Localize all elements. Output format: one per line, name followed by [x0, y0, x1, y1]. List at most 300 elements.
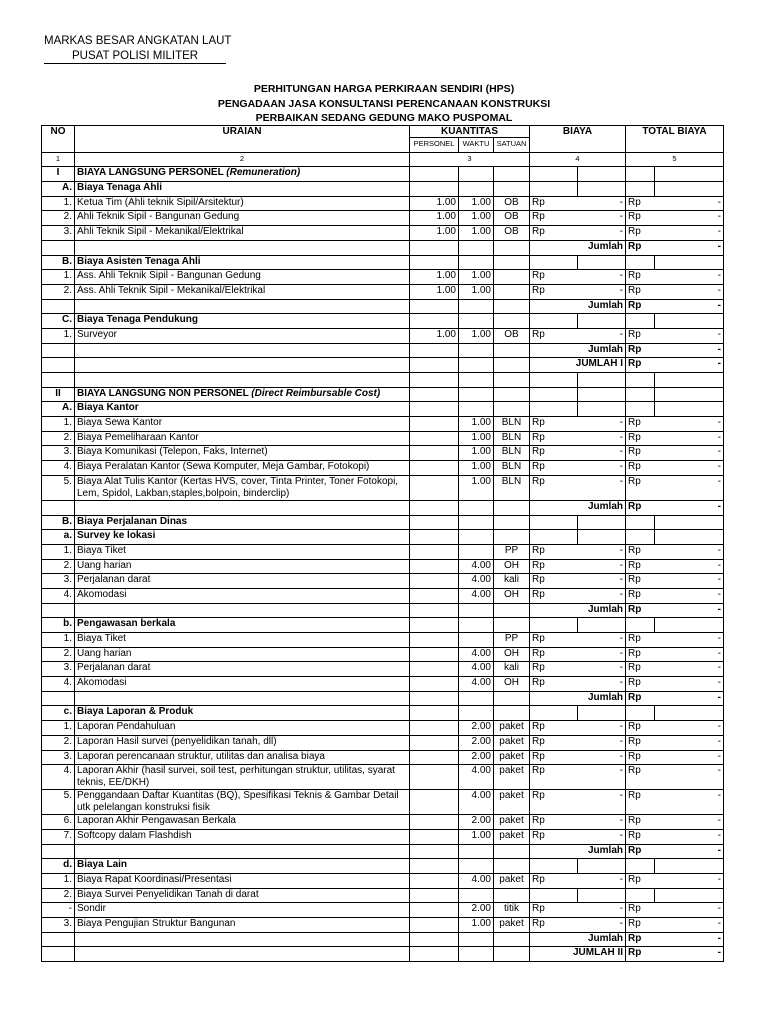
subtotal-label: Jumlah	[530, 603, 626, 618]
empty-cell	[530, 706, 578, 721]
qty-personel: 1.00	[410, 211, 459, 226]
total-currency: Rp	[626, 903, 655, 918]
total-amount: -	[655, 765, 724, 790]
empty-cell	[459, 299, 494, 314]
subtotal-label: Jumlah	[530, 691, 626, 706]
header-waktu: WAKTU	[459, 138, 494, 153]
total-amount: -	[655, 475, 724, 500]
qty-waktu: 4.00	[459, 574, 494, 589]
header-personel: PERSONEL	[410, 138, 459, 153]
row-number: 3.	[42, 446, 75, 461]
total-currency: Rp	[626, 790, 655, 815]
empty-cell	[410, 167, 459, 182]
empty-cell	[626, 373, 655, 388]
qty-personel	[410, 829, 459, 844]
cost-currency: Rp	[530, 270, 578, 285]
qty-waktu: 1.00	[459, 829, 494, 844]
empty-cell	[42, 358, 75, 373]
total-currency: Rp	[626, 461, 655, 476]
empty-cell	[75, 343, 410, 358]
empty-cell	[626, 402, 655, 417]
row-number: 1.	[42, 328, 75, 343]
item-label: Ketua Tim (Ahli teknik Sipil/Arsitektur)	[75, 196, 410, 211]
total-amount: -	[655, 417, 724, 432]
total-currency: Rp	[626, 750, 655, 765]
item-row	[42, 647, 724, 662]
org-underline	[44, 63, 226, 64]
cost-currency: Rp	[530, 815, 578, 830]
total-currency: Rp	[626, 735, 655, 750]
empty-cell	[530, 530, 578, 545]
item-row	[42, 765, 724, 790]
cost-currency: Rp	[530, 417, 578, 432]
qty-personel: 1.00	[410, 328, 459, 343]
empty-cell	[410, 932, 459, 947]
cost-currency: Rp	[530, 647, 578, 662]
item-label: Biaya Rapat Koordinasi/Presentasi	[75, 873, 410, 888]
row-number: 1.	[42, 270, 75, 285]
empty-cell	[530, 182, 578, 197]
total-currency: Rp	[626, 633, 655, 648]
item-label: Biaya Survei Penyelidikan Tanah di darat	[75, 888, 410, 903]
empty-cell	[494, 618, 530, 633]
empty-cell	[578, 402, 626, 417]
total-currency: Rp	[626, 829, 655, 844]
empty-cell	[530, 167, 578, 182]
section-title: BIAYA LANGSUNG NON PERSONEL	[77, 387, 252, 399]
total-amount: -	[655, 790, 724, 815]
section-row	[42, 387, 724, 402]
cost-amount: -	[578, 196, 626, 211]
qty-personel	[410, 662, 459, 677]
cost-amount: -	[578, 647, 626, 662]
empty-cell	[42, 844, 75, 859]
empty-cell	[459, 859, 494, 874]
cost-currency: Rp	[530, 677, 578, 692]
total-amount: -	[655, 844, 724, 859]
qty-satuan: kali	[494, 574, 530, 589]
group-label: Survey ke lokasi	[75, 530, 410, 545]
qty-personel: 1.00	[410, 226, 459, 241]
cost-amount: -	[578, 633, 626, 648]
row-number: 6.	[42, 815, 75, 830]
item-row	[42, 559, 724, 574]
cost-amount: -	[578, 662, 626, 677]
empty-cell	[410, 343, 459, 358]
total-currency: Rp	[626, 343, 655, 358]
item-label: Akomodasi	[75, 677, 410, 692]
org-name-line1: MARKAS BESAR ANGKATAN LAUT	[44, 35, 232, 47]
empty-cell	[459, 515, 494, 530]
item-row	[42, 417, 724, 432]
item-label: Biaya Pemeliharaan Kantor	[75, 431, 410, 446]
total-currency: Rp	[626, 559, 655, 574]
group-row	[42, 402, 724, 417]
empty-cell	[494, 358, 530, 373]
total-amount: -	[655, 603, 724, 618]
item-label: Sondir	[75, 903, 410, 918]
qty-satuan: paket	[494, 735, 530, 750]
section-title: BIAYA LANGSUNG PERSONEL	[77, 167, 227, 179]
qty-waktu	[459, 633, 494, 648]
total-currency: Rp	[626, 299, 655, 314]
col-number-1: 1	[42, 152, 75, 167]
empty-cell	[494, 373, 530, 388]
group-label: Biaya Tenaga Ahli	[75, 182, 410, 197]
empty-cell	[626, 888, 655, 903]
group-row	[42, 182, 724, 197]
empty-cell	[655, 706, 724, 721]
item-row	[42, 270, 724, 285]
total-currency: Rp	[626, 270, 655, 285]
item-label: Laporan Pendahuluan	[75, 721, 410, 736]
item-row	[42, 888, 724, 903]
row-number: 7.	[42, 829, 75, 844]
row-number: 1.	[42, 544, 75, 559]
item-label: Laporan perencanaan struktur, utilitas dan analisa biaya	[75, 750, 410, 765]
empty-cell	[459, 402, 494, 417]
total-amount: -	[655, 574, 724, 589]
total-amount: -	[655, 358, 724, 373]
row-number: C.	[42, 314, 75, 329]
empty-cell	[530, 387, 578, 402]
cost-amount: -	[578, 270, 626, 285]
qty-satuan: paket	[494, 918, 530, 933]
total-currency: Rp	[626, 815, 655, 830]
empty-cell	[75, 947, 410, 962]
qty-personel: 1.00	[410, 196, 459, 211]
item-label: Biaya Alat Tulis Kantor (Kertas HVS, cover, Tinta Printer, Toner Fotokopi, Lem, Spidol, Lakban,staples,bolpoin, binderclip)	[75, 475, 410, 500]
empty-cell	[578, 314, 626, 329]
empty-cell	[410, 888, 459, 903]
qty-waktu: 4.00	[459, 765, 494, 790]
item-label: Laporan Akhir (hasil survei, soil test, perhitungan struktur, utilitas, syarat teknis, EE/DKH)	[75, 765, 410, 790]
empty-cell	[494, 387, 530, 402]
total-currency: Rp	[626, 918, 655, 933]
row-number: 2.	[42, 284, 75, 299]
empty-cell	[410, 530, 459, 545]
empty-cell	[75, 603, 410, 618]
cost-amount: -	[578, 544, 626, 559]
qty-personel	[410, 873, 459, 888]
empty-cell	[626, 859, 655, 874]
empty-cell	[578, 888, 626, 903]
qty-personel	[410, 903, 459, 918]
empty-cell	[459, 500, 494, 515]
qty-satuan: BLN	[494, 446, 530, 461]
empty-cell	[578, 387, 626, 402]
qty-waktu: 1.00	[459, 270, 494, 285]
subtotal-row	[42, 947, 724, 962]
empty-cell	[459, 530, 494, 545]
item-label: Biaya Tiket	[75, 633, 410, 648]
empty-cell	[459, 358, 494, 373]
row-number: 3.	[42, 918, 75, 933]
cost-amount: -	[578, 873, 626, 888]
total-currency: Rp	[626, 677, 655, 692]
empty-cell	[459, 844, 494, 859]
total-currency: Rp	[626, 544, 655, 559]
total-amount: -	[655, 588, 724, 603]
subtotal-row	[42, 240, 724, 255]
row-number: 2.	[42, 431, 75, 446]
empty-cell	[459, 387, 494, 402]
cost-amount: -	[578, 417, 626, 432]
item-row	[42, 735, 724, 750]
total-amount: -	[655, 750, 724, 765]
row-number: a.	[42, 530, 75, 545]
empty-cell	[530, 859, 578, 874]
empty-cell	[626, 255, 655, 270]
item-label: Ahli Teknik Sipil - Bangunan Gedung	[75, 211, 410, 226]
qty-waktu: 1.00	[459, 328, 494, 343]
row-number: 4.	[42, 461, 75, 476]
qty-personel	[410, 750, 459, 765]
total-amount: -	[655, 633, 724, 648]
empty-cell	[42, 500, 75, 515]
org-name-line2: PUSAT POLISI MILITER	[72, 50, 199, 62]
total-amount: -	[655, 226, 724, 241]
cost-amount: -	[578, 677, 626, 692]
cost-amount: -	[578, 829, 626, 844]
qty-personel	[410, 461, 459, 476]
cost-currency: Rp	[530, 735, 578, 750]
empty-cell	[459, 947, 494, 962]
header-biaya: BIAYA	[530, 126, 626, 153]
item-label: Ass. Ahli Teknik Sipil - Mekanikal/Elektrikal	[75, 284, 410, 299]
section-subtitle: (Direct Reimbursable Cost)	[251, 387, 381, 399]
empty-cell	[494, 182, 530, 197]
item-row	[42, 446, 724, 461]
cost-currency: Rp	[530, 574, 578, 589]
qty-satuan: paket	[494, 765, 530, 790]
empty-cell	[410, 314, 459, 329]
total-amount: -	[655, 500, 724, 515]
empty-cell	[75, 932, 410, 947]
empty-cell	[42, 947, 75, 962]
header-no: NO	[42, 126, 75, 153]
document-title	[0, 82, 768, 126]
spacer-row	[42, 373, 724, 388]
item-row	[42, 829, 724, 844]
item-label: Ass. Ahli Teknik Sipil - Bangunan Gedung	[75, 270, 410, 285]
row-number: A.	[42, 182, 75, 197]
cost-currency: Rp	[530, 475, 578, 500]
subtotal-row	[42, 932, 724, 947]
group-label: Biaya Laporan & Produk	[75, 706, 410, 721]
empty-cell	[410, 859, 459, 874]
empty-cell	[655, 387, 724, 402]
row-number: 1.	[42, 196, 75, 211]
col-number-2: 2	[75, 152, 410, 167]
total-currency: Rp	[626, 844, 655, 859]
empty-cell	[578, 859, 626, 874]
total-amount: -	[655, 299, 724, 314]
row-number: 3.	[42, 662, 75, 677]
group-row	[42, 618, 724, 633]
empty-cell	[459, 240, 494, 255]
item-row	[42, 544, 724, 559]
empty-cell	[626, 706, 655, 721]
cost-amount: -	[578, 431, 626, 446]
empty-cell	[530, 618, 578, 633]
empty-cell	[530, 888, 578, 903]
qty-waktu: 2.00	[459, 750, 494, 765]
section-label	[75, 167, 410, 182]
total-amount: -	[655, 431, 724, 446]
total-currency: Rp	[626, 500, 655, 515]
item-label: Biaya Sewa Kantor	[75, 417, 410, 432]
item-row	[42, 588, 724, 603]
col-number-4: 4	[530, 152, 626, 167]
cost-amount: -	[578, 328, 626, 343]
cost-currency: Rp	[530, 750, 578, 765]
cost-currency: Rp	[530, 903, 578, 918]
cost-amount: -	[578, 461, 626, 476]
item-label: Biaya Komunikasi (Telepon, Faks, Internet)	[75, 446, 410, 461]
qty-satuan: BLN	[494, 417, 530, 432]
qty-satuan: titik	[494, 903, 530, 918]
item-label: Biaya Peralatan Kantor (Sewa Komputer, Meja Gambar, Fotokopi)	[75, 461, 410, 476]
item-label: Laporan Hasil survei (penyelidikan tanah, dll)	[75, 735, 410, 750]
cost-currency: Rp	[530, 226, 578, 241]
row-number: c.	[42, 706, 75, 721]
header-kuantitas: KUANTITAS	[410, 126, 530, 138]
total-amount: -	[655, 662, 724, 677]
cost-amount: -	[578, 588, 626, 603]
group-row	[42, 530, 724, 545]
qty-satuan: BLN	[494, 431, 530, 446]
empty-cell	[410, 387, 459, 402]
row-number: 4.	[42, 588, 75, 603]
row-number: B.	[42, 515, 75, 530]
subtotal-label: Jumlah	[530, 932, 626, 947]
total-amount: -	[655, 284, 724, 299]
total-amount: -	[655, 815, 724, 830]
empty-cell	[530, 255, 578, 270]
item-row	[42, 815, 724, 830]
total-amount: -	[655, 461, 724, 476]
group-row	[42, 859, 724, 874]
qty-personel	[410, 790, 459, 815]
qty-waktu: 1.00	[459, 446, 494, 461]
empty-cell	[655, 167, 724, 182]
empty-cell	[459, 373, 494, 388]
item-label: Akomodasi	[75, 588, 410, 603]
group-label: Biaya Kantor	[75, 402, 410, 417]
total-amount: -	[655, 328, 724, 343]
qty-waktu: 1.00	[459, 461, 494, 476]
qty-personel	[410, 446, 459, 461]
total-currency: Rp	[626, 932, 655, 947]
empty-cell	[410, 299, 459, 314]
total-amount: -	[655, 918, 724, 933]
empty-cell	[494, 603, 530, 618]
total-currency: Rp	[626, 475, 655, 500]
empty-cell	[410, 402, 459, 417]
total-currency: Rp	[626, 765, 655, 790]
item-label: Softcopy dalam Flashdish	[75, 829, 410, 844]
item-row	[42, 431, 724, 446]
row-number: II	[42, 387, 75, 402]
total-currency: Rp	[626, 947, 655, 962]
row-number: 1.	[42, 721, 75, 736]
empty-cell	[530, 314, 578, 329]
row-number: 1.	[42, 417, 75, 432]
total-amount: -	[655, 211, 724, 226]
group-row	[42, 515, 724, 530]
cost-amount: -	[578, 765, 626, 790]
empty-cell	[655, 402, 724, 417]
empty-cell	[410, 182, 459, 197]
row-number: d.	[42, 859, 75, 874]
item-row	[42, 790, 724, 815]
empty-cell	[494, 859, 530, 874]
item-row	[42, 662, 724, 677]
row-number: 2.	[42, 735, 75, 750]
qty-waktu: 4.00	[459, 790, 494, 815]
empty-cell	[494, 314, 530, 329]
row-number: I	[42, 167, 75, 182]
empty-cell	[494, 530, 530, 545]
row-number: 3.	[42, 750, 75, 765]
title-line-3: PERBAIKAN SEDANG GEDUNG MAKO PUSPOMAL	[255, 112, 513, 124]
qty-waktu	[459, 544, 494, 559]
empty-cell	[578, 618, 626, 633]
empty-cell	[626, 515, 655, 530]
cost-amount: -	[578, 903, 626, 918]
total-amount: -	[655, 873, 724, 888]
qty-waktu: 1.00	[459, 211, 494, 226]
row-number: 1.	[42, 873, 75, 888]
group-label: Pengawasan berkala	[75, 618, 410, 633]
cost-amount: -	[578, 750, 626, 765]
qty-satuan	[494, 270, 530, 285]
qty-waktu: 1.00	[459, 918, 494, 933]
empty-cell	[410, 515, 459, 530]
qty-personel	[410, 574, 459, 589]
total-amount: -	[655, 446, 724, 461]
item-row	[42, 873, 724, 888]
row-number: 2.	[42, 211, 75, 226]
cost-amount: -	[578, 574, 626, 589]
qty-waktu: 4.00	[459, 873, 494, 888]
total-amount: -	[655, 903, 724, 918]
empty-cell	[459, 343, 494, 358]
qty-satuan: OH	[494, 588, 530, 603]
qty-satuan: OB	[494, 196, 530, 211]
qty-satuan: BLN	[494, 475, 530, 500]
empty-cell	[655, 373, 724, 388]
row-number: 3.	[42, 574, 75, 589]
qty-waktu: 2.00	[459, 815, 494, 830]
cost-amount: -	[578, 918, 626, 933]
empty-cell	[655, 182, 724, 197]
total-currency: Rp	[626, 226, 655, 241]
item-label: Uang harian	[75, 647, 410, 662]
total-amount: -	[655, 947, 724, 962]
qty-satuan: OB	[494, 211, 530, 226]
qty-personel	[410, 735, 459, 750]
total-amount: -	[655, 559, 724, 574]
empty-cell	[410, 844, 459, 859]
empty-cell	[626, 314, 655, 329]
qty-satuan: paket	[494, 750, 530, 765]
qty-waktu: 2.00	[459, 903, 494, 918]
qty-personel	[410, 721, 459, 736]
total-currency: Rp	[626, 284, 655, 299]
cost-amount: -	[578, 446, 626, 461]
